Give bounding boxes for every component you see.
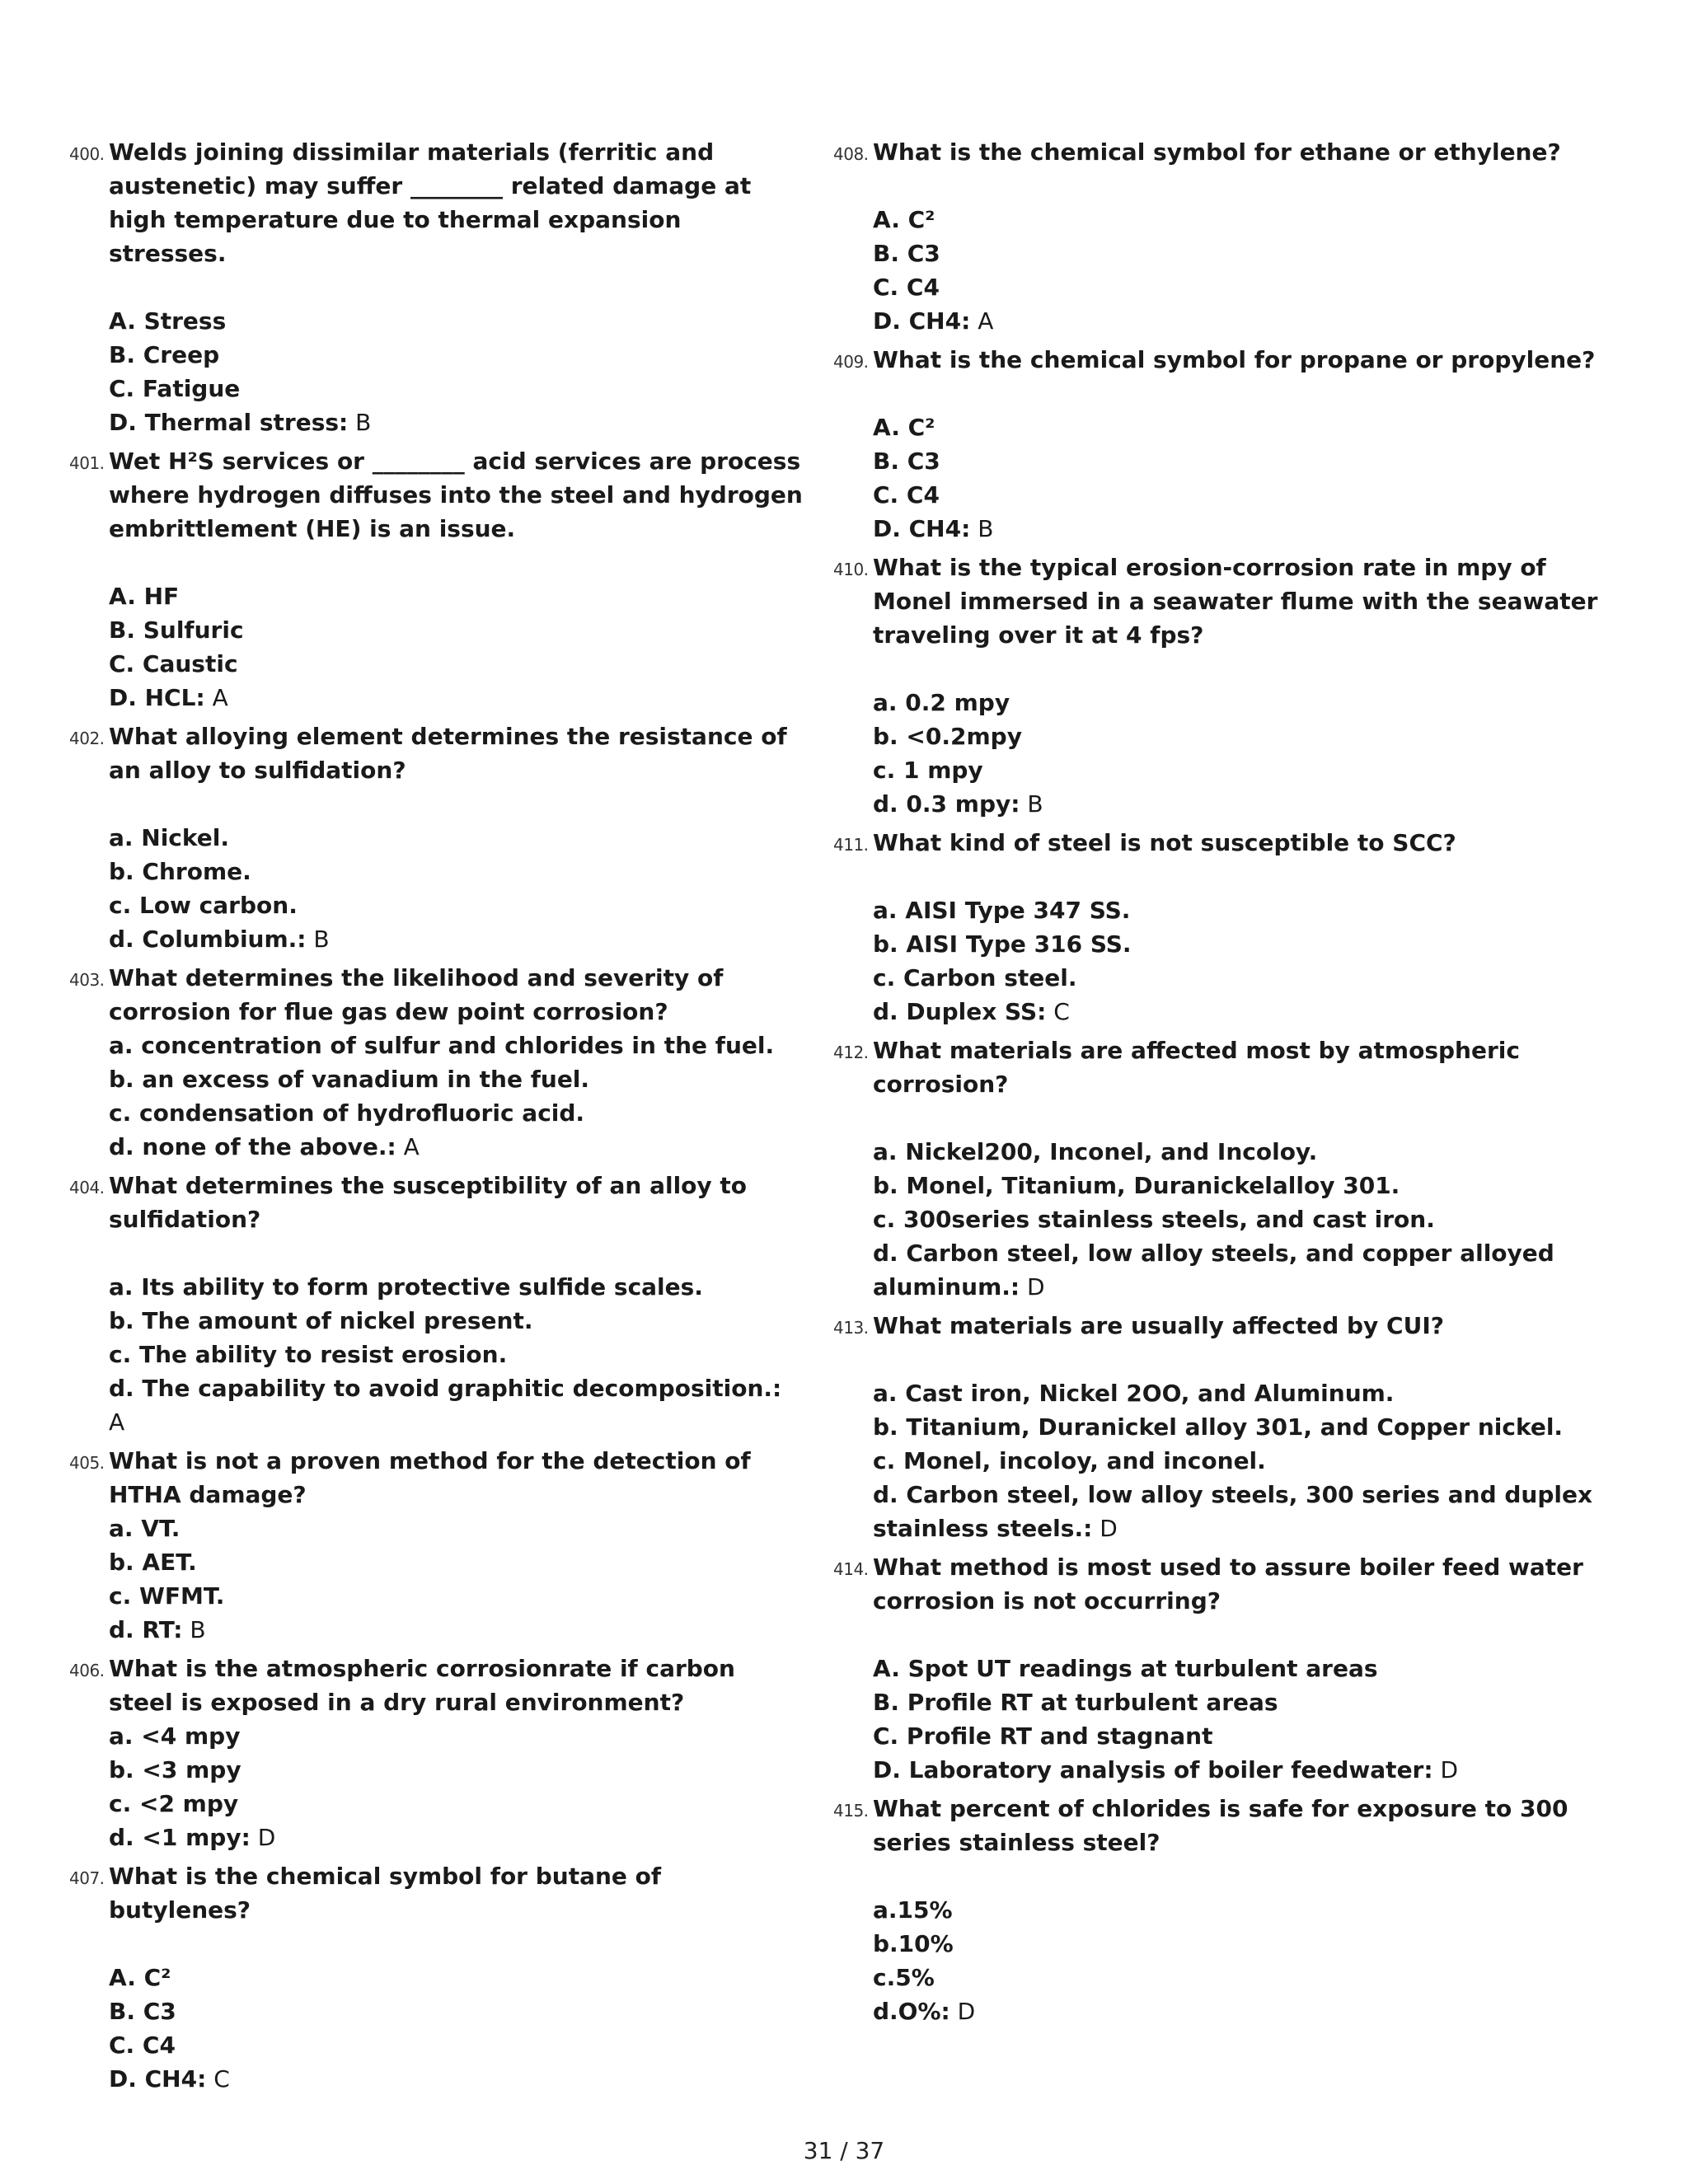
answer-option: d.O%: xyxy=(873,1998,950,2025)
answer-option: B. C3 xyxy=(109,1998,176,2025)
answer-option: c. Low carbon. xyxy=(109,892,298,919)
answer-key: A xyxy=(212,684,228,711)
question-number: 406. xyxy=(69,1661,105,1680)
question-block xyxy=(833,1033,1608,1304)
answer-option-with-key xyxy=(109,1130,803,1164)
answer-option: b. The amount of nickel present. xyxy=(109,1307,533,1334)
question-text: What alloying element determines the resistance of an alloy to sulfidation? xyxy=(109,723,787,784)
answer-key: B xyxy=(1027,790,1043,818)
answer-option: C. Fatigue xyxy=(109,375,241,402)
answer-option-with-key xyxy=(109,1821,803,1854)
question-number: 414. xyxy=(833,1559,869,1579)
blank-line xyxy=(873,1343,1608,1376)
answer-option: D. Thermal stress: xyxy=(109,409,349,436)
question-text: What is the typical erosion-corrosion rate in mpy of Monel immersed in a seawater flume with the seawater traveling over it at 4 fps? xyxy=(873,554,1598,649)
answer-option: a. AISI Type 347 SS. xyxy=(873,897,1131,924)
answer-option-with-key xyxy=(109,922,803,956)
answer-option: a. VT. xyxy=(109,1515,181,1542)
answer-option: A. Spot UT readings at turbulent areas xyxy=(873,1655,1378,1682)
answer-option-with-key xyxy=(109,1613,803,1647)
answer-option: a. Nickel. xyxy=(109,824,230,851)
question-number: 405. xyxy=(69,1453,105,1473)
question-text: Welds joining dissimilar materials (ferritic and austenetic) may suffer ________ related damage at high temperature due to thermal expansion stresses. xyxy=(109,138,752,267)
answer-option: A. C² xyxy=(873,414,935,441)
question-block xyxy=(833,1550,1608,1787)
question-block xyxy=(833,551,1608,821)
question-block xyxy=(833,343,1608,546)
question-text: What materials are affected most by atmospheric corrosion? xyxy=(873,1037,1520,1098)
answer-option-with-key xyxy=(873,304,1608,338)
answer-option: a. <4 mpy xyxy=(109,1722,241,1750)
blank-line xyxy=(109,546,803,579)
answer-option: C. Profile RT and stagnant xyxy=(873,1722,1213,1750)
answer-key: D xyxy=(257,1824,276,1851)
blank-line xyxy=(873,1618,1608,1652)
answer-option-with-key xyxy=(109,681,803,715)
question-block xyxy=(69,719,803,956)
answer-option: B. Profile RT at turbulent areas xyxy=(873,1689,1278,1716)
question-text: What is the chemical symbol for butane of butylenes? xyxy=(109,1863,662,1924)
answer-option: B. Sulfuric xyxy=(109,616,244,644)
answer-option: C. C4 xyxy=(109,2032,176,2059)
answer-option: b. AISI Type 316 SS. xyxy=(873,930,1132,958)
answer-option: b. Monel, Titanium, Duranickelalloy 301. xyxy=(873,1172,1400,1199)
answer-option: C. C4 xyxy=(873,274,940,301)
question-text: What is the atmospheric corrosionrate if carbon steel is exposed in a dry rural environment? xyxy=(109,1655,735,1716)
answer-option: C. C4 xyxy=(873,481,940,509)
answer-key: D xyxy=(1440,1756,1459,1783)
answer-option: c. <2 mpy xyxy=(109,1790,239,1817)
answer-option: d. <1 mpy: xyxy=(109,1824,251,1851)
answer-key: B xyxy=(313,926,330,953)
blank-line xyxy=(109,270,803,304)
blank-line xyxy=(873,1859,1608,1893)
right-column xyxy=(833,135,1608,2033)
answer-option: d. none of the above.: xyxy=(109,1133,396,1160)
answer-option: D. HCL: xyxy=(109,684,205,711)
question-number: 410. xyxy=(833,560,869,579)
answer-key: A xyxy=(978,307,994,335)
question-text: What percent of chlorides is safe for exposure to 300 series stainless steel? xyxy=(873,1795,1568,1856)
blank-line xyxy=(873,169,1608,203)
answer-option: c. 1 mpy xyxy=(873,757,983,784)
answer-option-with-key xyxy=(873,1753,1608,1787)
question-block xyxy=(69,444,803,715)
question-block xyxy=(69,1444,803,1647)
question-number: 402. xyxy=(69,729,105,748)
answer-option: C. Caustic xyxy=(109,650,238,677)
question-text: What determines the susceptibility of an alloy to sulfidation? xyxy=(109,1172,748,1233)
answer-option: D. CH4: xyxy=(873,307,971,335)
blank-line xyxy=(109,1236,803,1270)
answer-option: d. Carbon steel, low alloy steels, and copper alloyed aluminum.: xyxy=(873,1240,1554,1301)
answer-option: a.15% xyxy=(873,1896,953,1924)
question-text: What determines the likelihood and severity of corrosion for flue gas dew point corrosion? xyxy=(109,964,724,1025)
answer-option: A. C² xyxy=(109,1964,171,1991)
answer-option: B. C3 xyxy=(873,240,940,267)
answer-option: c.5% xyxy=(873,1964,935,1991)
answer-option-with-key xyxy=(873,787,1608,821)
answer-option: c. 300series stainless steels, and cast iron. xyxy=(873,1206,1435,1233)
blank-line xyxy=(873,860,1608,893)
answer-option: B. C3 xyxy=(873,448,940,475)
blank-line xyxy=(873,377,1608,410)
answer-option: b.10% xyxy=(873,1930,954,1957)
answer-key: B xyxy=(355,409,372,436)
answer-option: d. Duplex SS: xyxy=(873,998,1047,1025)
answer-option: a. concentration of sulfur and chlorides in the fuel. xyxy=(109,1032,775,1059)
question-number: 412. xyxy=(833,1043,869,1062)
question-text: What kind of steel is not susceptible to SCC? xyxy=(873,829,1456,856)
answer-option-with-key xyxy=(873,512,1608,546)
blank-line xyxy=(873,1101,1608,1135)
answer-key: D xyxy=(957,1998,976,2025)
answer-option: A. Stress xyxy=(109,307,227,335)
answer-option: d. 0.3 mpy: xyxy=(873,790,1020,818)
answer-option-with-key xyxy=(109,1371,803,1439)
question-number: 415. xyxy=(833,1801,869,1821)
answer-option: c. WFMT. xyxy=(109,1582,225,1610)
answer-option: A. HF xyxy=(109,583,180,610)
answer-option: A. C² xyxy=(873,206,935,233)
answer-key: D xyxy=(1100,1515,1118,1542)
answer-option: c. The ability to resist erosion. xyxy=(109,1341,508,1368)
answer-option-with-key xyxy=(873,995,1608,1029)
question-number: 407. xyxy=(69,1868,105,1888)
question-text: What materials are usually affected by CUI? xyxy=(873,1312,1444,1339)
question-text: What is the chemical symbol for ethane or ethylene? xyxy=(873,138,1561,166)
answer-option-with-key xyxy=(873,1236,1608,1304)
answer-option: b. an excess of vanadium in the fuel. xyxy=(109,1066,590,1093)
answer-option: D. CH4: xyxy=(109,2065,207,2093)
question-number: 408. xyxy=(833,144,869,164)
answer-option: b. Chrome. xyxy=(109,858,251,885)
answer-option: a. Cast iron, Nickel 2OO, and Aluminum. xyxy=(873,1380,1395,1407)
question-number: 413. xyxy=(833,1318,869,1338)
question-text: What method is most used to assure boiler feed water corrosion is not occurring? xyxy=(873,1554,1583,1615)
answer-option: a. 0.2 mpy xyxy=(873,689,1010,716)
question-number: 403. xyxy=(69,970,105,990)
question-text: What is the chemical symbol for propane or propylene? xyxy=(873,346,1596,373)
question-number: 409. xyxy=(833,352,869,372)
question-block xyxy=(833,1309,1608,1545)
answer-option: a. Its ability to form protective sulfide scales. xyxy=(109,1273,703,1301)
answer-option: a. Nickel200, Inconel, and Incoloy. xyxy=(873,1138,1318,1165)
answer-option: b. <3 mpy xyxy=(109,1756,241,1783)
answer-option-with-key xyxy=(109,405,803,439)
answer-option: D. Laboratory analysis of boiler feedwater: xyxy=(873,1756,1433,1783)
question-number: 404. xyxy=(69,1178,105,1197)
left-column xyxy=(69,135,803,2101)
answer-key: A xyxy=(403,1133,420,1160)
question-block xyxy=(69,1859,803,2096)
answer-option: d. Columbium.: xyxy=(109,926,307,953)
question-block xyxy=(833,1792,1608,2028)
question-text: Wet H²S services or ________ acid services are process where hydrogen diffuses into the steel and hydrogen embrittlement (HE) is an issue. xyxy=(109,448,803,542)
question-number: 401. xyxy=(69,453,105,473)
answer-option: c. condensation of hydrofluoric acid. xyxy=(109,1099,585,1127)
question-block xyxy=(69,961,803,1164)
question-block xyxy=(69,135,803,439)
answer-option: D. CH4: xyxy=(873,515,971,542)
answer-option: b. Titanium, Duranickel alloy 301, and Copper nickel. xyxy=(873,1413,1564,1441)
answer-option: b. AET. xyxy=(109,1549,197,1576)
question-text: What is not a proven method for the detection of HTHA damage? xyxy=(109,1447,751,1508)
answer-option: c. Monel, incoloy, and inconel. xyxy=(873,1447,1266,1474)
question-number: 411. xyxy=(833,835,869,855)
answer-option: c. Carbon steel. xyxy=(873,964,1077,991)
answer-key: D xyxy=(1026,1273,1045,1301)
blank-line xyxy=(109,787,803,821)
question-number: 400. xyxy=(69,144,105,164)
answer-option: b. <0.2mpy xyxy=(873,723,1022,750)
question-block xyxy=(833,826,1608,1029)
answer-option-with-key xyxy=(109,2062,803,2096)
answer-option-with-key xyxy=(873,1994,1608,2028)
question-block xyxy=(69,1169,803,1439)
answer-key: A xyxy=(109,1408,125,1436)
answer-option: d. Carbon steel, low alloy steels, 300 series and duplex stainless steels.: xyxy=(873,1481,1593,1542)
answer-option: B. Creep xyxy=(109,341,220,368)
answer-key: C xyxy=(213,2065,230,2093)
answer-option-with-key xyxy=(873,1478,1608,1545)
question-block xyxy=(833,135,1608,338)
blank-line xyxy=(873,652,1608,686)
answer-option: d. RT: xyxy=(109,1616,183,1643)
answer-key: B xyxy=(190,1616,206,1643)
answer-option: d. The capability to avoid graphitic decomposition.: xyxy=(109,1375,782,1402)
blank-line xyxy=(109,1927,803,1961)
answer-key: C xyxy=(1053,998,1070,1025)
question-block xyxy=(69,1652,803,1854)
answer-key: B xyxy=(978,515,994,542)
page-number: 31 / 37 xyxy=(803,2137,885,2164)
